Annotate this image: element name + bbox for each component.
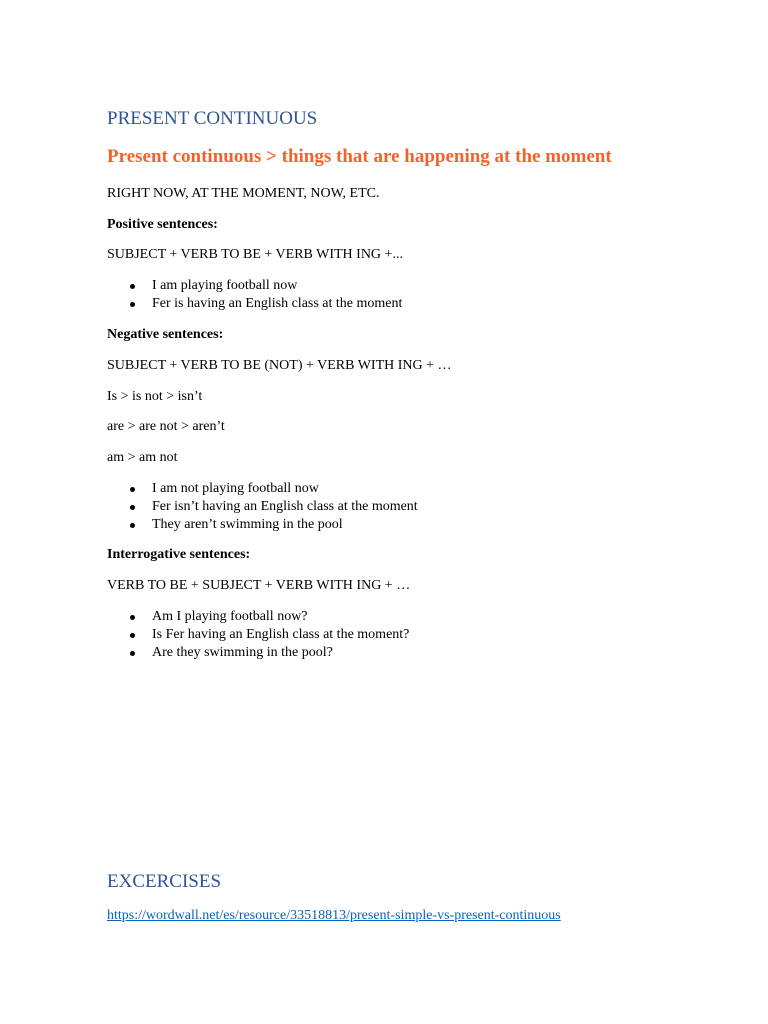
- list-item: Fer isn’t having an English class at the moment: [107, 498, 418, 516]
- negative-formula: SUBJECT + VERB TO BE (NOT) + VERB WITH ING + …: [107, 358, 452, 373]
- bullet-icon: [130, 302, 135, 307]
- negative-examples-list: [107, 480, 418, 534]
- contraction-am: am > am not: [107, 450, 178, 465]
- interrogative-formula: VERB TO BE + SUBJECT + VERB WITH ING + …: [107, 578, 411, 593]
- interrogative-heading: Interrogative sentences:: [107, 547, 251, 562]
- list-item: I am playing football now: [107, 277, 402, 295]
- bullet-icon: [130, 523, 135, 528]
- list-item: They aren’t swimming in the pool: [107, 516, 418, 534]
- time-expressions: RIGHT NOW, AT THE MOMENT, NOW, ETC.: [107, 186, 380, 201]
- positive-formula: SUBJECT + VERB TO BE + VERB WITH ING +...: [107, 247, 403, 262]
- bullet-icon: [130, 487, 135, 492]
- bullet-icon: [130, 633, 135, 638]
- contraction-is: Is > is not > isn’t: [107, 389, 203, 404]
- interrogative-examples-list: [107, 608, 409, 662]
- negative-heading: Negative sentences:: [107, 327, 224, 342]
- bullet-icon: [130, 505, 135, 510]
- list-item: Fer is having an English class at the moment: [107, 295, 402, 313]
- positive-examples-list: [107, 277, 402, 313]
- list-item: Is Fer having an English class at the moment?: [107, 626, 409, 644]
- list-item: Are they swimming in the pool?: [107, 644, 409, 662]
- exercises-link[interactable]: https://wordwall.net/es/resource/33518813/present-simple-vs-present-continuous: [107, 908, 561, 923]
- page-title: PRESENT CONTINUOUS: [107, 108, 318, 129]
- list-item: I am not playing football now: [107, 480, 418, 498]
- bullet-icon: [130, 651, 135, 656]
- bullet-icon: [130, 615, 135, 620]
- positive-heading: Positive sentences:: [107, 217, 218, 232]
- exercises-heading: EXCERCISES: [107, 871, 222, 892]
- page-subtitle: Present continuous > things that are happening at the moment: [107, 146, 612, 167]
- contraction-are: are > are not > aren’t: [107, 419, 225, 434]
- list-item: Am I playing football now?: [107, 608, 409, 626]
- bullet-icon: [130, 284, 135, 289]
